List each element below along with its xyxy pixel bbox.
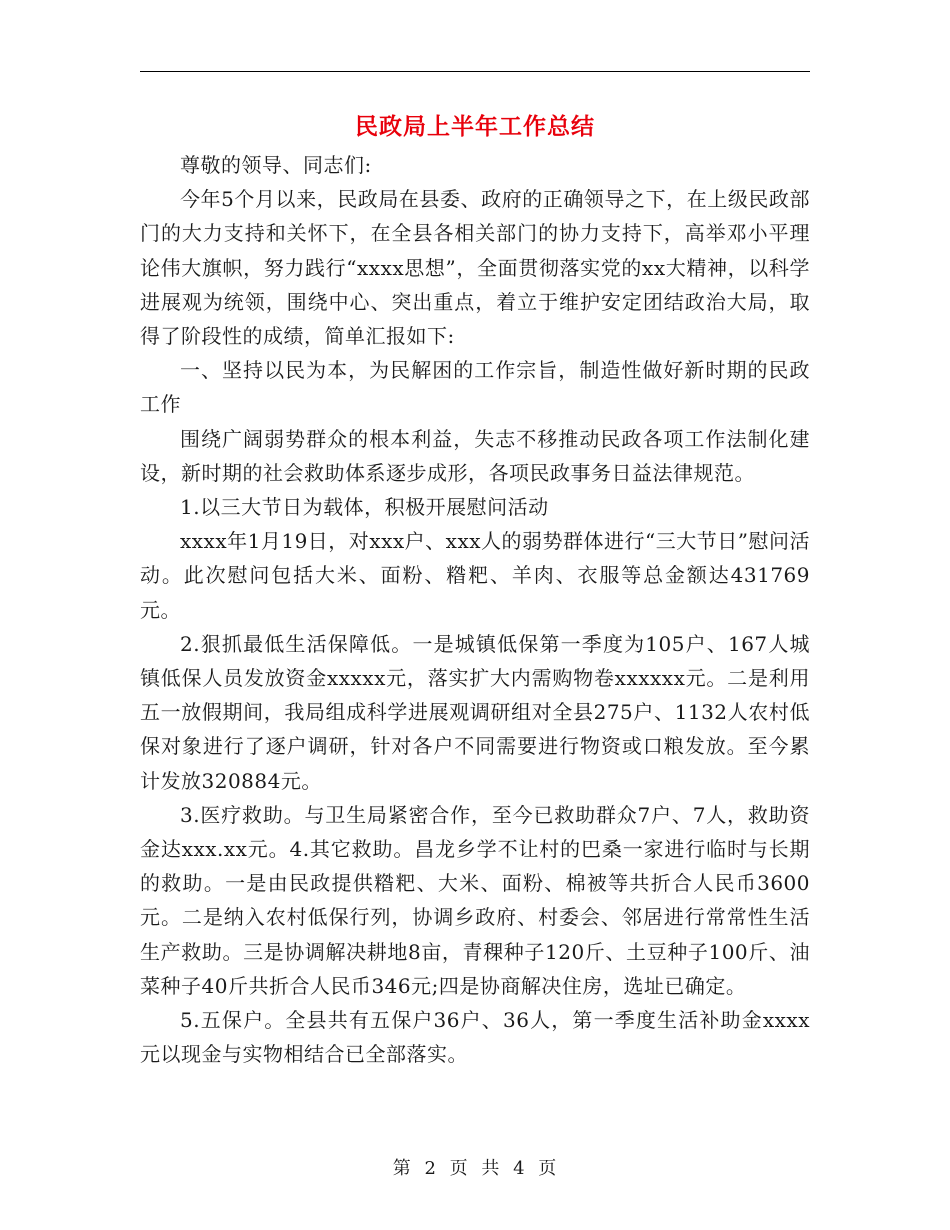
intro-paragraph: 今年5个月以来，民政局在县委、政府的正确领导之下，在上级民政部门的大力支持和关怀下，在全县各相关部门的协力支持下，高举邓小平理论伟大旗帜，努力践行“xxxx思想”，全面贯彻落实党的xx大精神，以科学进展观为统领，围绕中心、突出重点，着立于维护安定团结政治大局，取得了阶段性的成绩，简单汇报如下: bbox=[140, 187, 810, 349]
footer-page-label: 页 bbox=[449, 1158, 469, 1179]
footer-total-pages: 4 bbox=[513, 1158, 526, 1179]
footer-suffix: 页 bbox=[538, 1158, 558, 1179]
body-paragraph: 5.五保户。全县共有五保户36户、36人，第一季度生活补助金xxxx元以现金与实物相结合已全部落实。 bbox=[140, 1008, 810, 1067]
body-paragraph: 2.狠抓最低生活保障低。一是城镇低保第一季度为105户、167人城镇低保人员发放资金xxxxx元，落实扩大内需购物卷xxxxxx元。二是利用五一放假期间，我局组成科学进展观调研组对全县275户、1132人农村低保对象进行了逐户调研，针对各户不同需要进行物资或口粮发放。至今累计发放320884元。 bbox=[140, 631, 810, 793]
body-paragraph: 3.医疗救助。与卫生局紧密合作，至今已救助群众7户、7人，救助资金达xxx.xx元。4.其它救助。昌龙乡学不让村的巴桑一家进行临时与长期的救助。一是由民政提供糌粑、大米、面粉、棉被等共折合人民币3600元。二是纳入农村低保行列，协调乡政府、村委会、邻居进行常常性生活生产救助。三是协调解决耕地8亩，青稞种子120斤、土豆种子100斤、油菜种子40斤共折合人民币346元;四是协商解决住房，选址已确定。 bbox=[140, 802, 810, 998]
section-summary-paragraph: 围绕广阔弱势群众的根本利益，失志不移推动民政各项工作法制化建设，新时期的社会救助体系逐步成形，各项民政事务日益法律规范。 bbox=[140, 426, 810, 485]
body-paragraph: xxxx年1月19日，对xxx户、xxx人的弱势群体进行“三大节日”慰问活动。此次慰问包括大米、面粉、糌粑、羊肉、衣服等总金额达431769元。 bbox=[140, 529, 810, 622]
greeting-paragraph: 尊敬的领导、同志们: bbox=[180, 153, 372, 177]
page-footer bbox=[0, 1154, 950, 1180]
item-heading: 1.以三大节日为载体，积极开展慰问活动 bbox=[180, 495, 549, 520]
document-body bbox=[140, 148, 810, 1071]
document-title: 民政局上半年工作总结 bbox=[355, 113, 595, 140]
header-rule bbox=[140, 71, 810, 72]
footer-page-number: 2 bbox=[424, 1158, 437, 1179]
footer-prefix: 第 bbox=[392, 1158, 412, 1179]
footer-total-label: 共 bbox=[481, 1158, 501, 1179]
section-heading: 一、坚持以民为本，为民解困的工作宗旨，制造性做好新时期的民政工作 bbox=[140, 358, 810, 417]
